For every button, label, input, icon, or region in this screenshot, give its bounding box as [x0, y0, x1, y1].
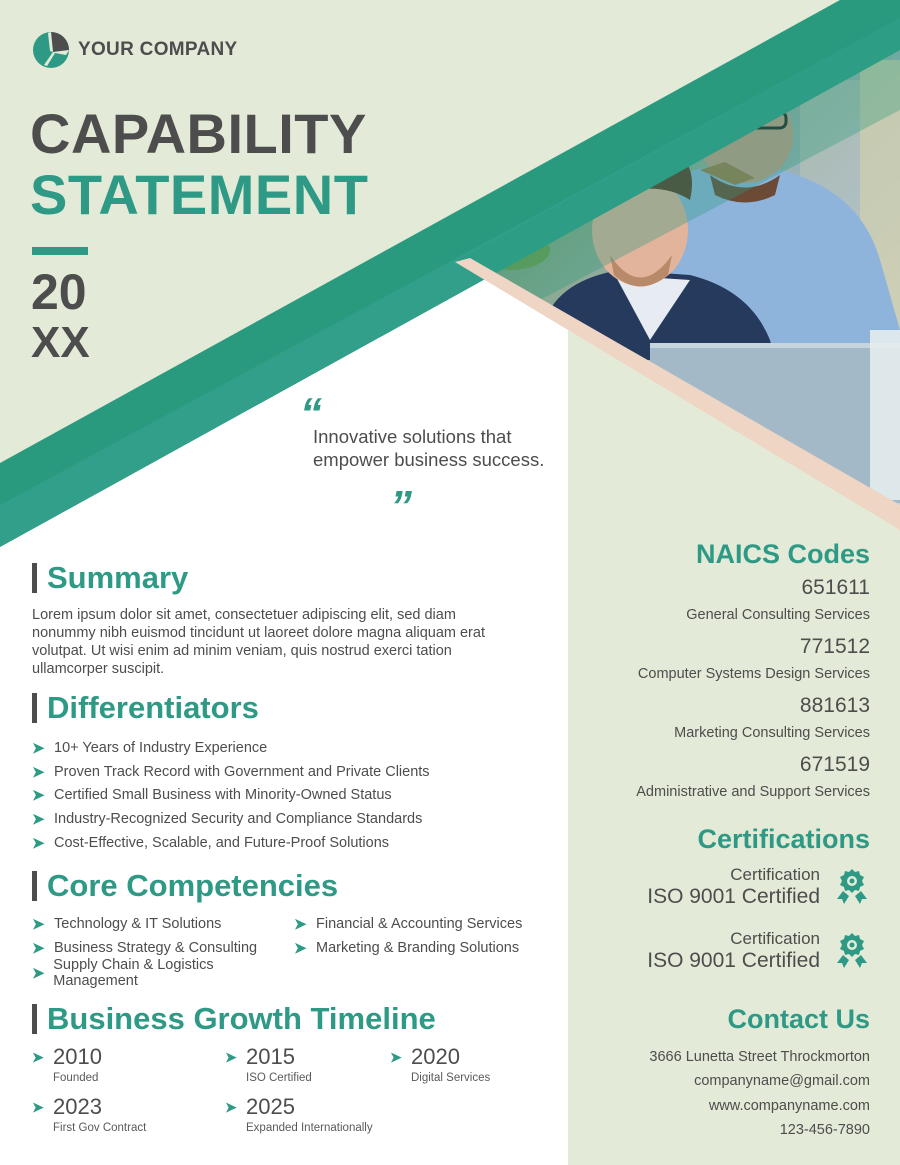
award-badge-icon	[834, 931, 870, 971]
timeline-heading-text: Business Growth Timeline	[47, 1001, 436, 1036]
list-item: ➤ Certified Small Business with Minority-Owned Status	[32, 787, 392, 805]
title-capability: CAPABILITY	[30, 102, 367, 165]
heading-bar	[32, 871, 37, 901]
title-statement: STATEMENT	[30, 163, 369, 226]
chevron-right-icon: ➤	[390, 1049, 402, 1065]
title-divider	[32, 247, 88, 255]
chevron-right-icon: ➤	[32, 811, 45, 829]
heading-bar	[32, 563, 37, 593]
chevron-right-icon: ➤	[294, 916, 307, 934]
contact-website[interactable]: www.companyname.com	[708, 1097, 870, 1114]
chevron-right-icon: ➤	[32, 1099, 44, 1115]
list-item: ➤ Financial & Accounting Services	[294, 916, 523, 934]
naics-code: 651611	[801, 576, 870, 599]
differentiators-heading	[32, 690, 259, 726]
core-competencies-heading	[32, 868, 338, 904]
chevron-right-icon: ➤	[32, 739, 45, 757]
heading-bar	[32, 1004, 37, 1034]
chevron-right-icon: ➤	[294, 940, 307, 958]
timeline-item: ➤ 2020 Digital Services	[390, 1044, 491, 1084]
certification-item: Certification ISO 9001 Certified	[647, 865, 870, 909]
naics-section	[636, 538, 870, 806]
chevron-right-icon: ➤	[225, 1099, 237, 1115]
naics-desc: General Consulting Services	[686, 607, 870, 623]
differentiators-list	[32, 736, 430, 855]
timeline-item: ➤ 2025 Expanded Internationally	[225, 1094, 373, 1134]
summary-body: Lorem ipsum dolor sit amet, consectetuer adipiscing elit, sed diam nonummy nibh euismod tincidunt ut laoreet dolore magna aliquam erat volutpat. Ut wisi enim ad minim veniam, quis nostrud exerci tation ullamcorper suscipit.	[32, 607, 485, 677]
summary-heading	[32, 560, 188, 596]
list-item: ➤ Supply Chain & Logistics Management	[32, 956, 214, 989]
list-item: ➤ 10+ Years of Industry Experience	[32, 739, 268, 757]
naics-desc: Computer Systems Design Services	[637, 666, 870, 682]
timeline-item: ➤ 2010 Founded	[32, 1044, 102, 1084]
certification-item: Certification ISO 9001 Certified	[647, 929, 870, 973]
chevron-right-icon: ➤	[225, 1049, 237, 1065]
award-badge-icon	[834, 867, 870, 907]
contact-email[interactable]: companyname@gmail.com	[694, 1073, 870, 1090]
core-competencies-heading-text: Core Competencies	[47, 868, 339, 903]
list-item: ➤ Business Strategy & Consulting	[32, 940, 258, 958]
timeline-item: ➤ 2023 First Gov Contract	[32, 1094, 147, 1134]
core-competencies-list	[32, 912, 554, 989]
list-item: ➤ Technology & IT Solutions	[32, 916, 222, 934]
timeline-heading	[32, 1001, 436, 1037]
contact-phone[interactable]: 123-456-7890	[779, 1121, 870, 1138]
year-suffix: XX	[31, 318, 90, 367]
contact-section	[649, 1003, 870, 1142]
naics-desc: Administrative and Support Services	[636, 784, 870, 800]
heading-bar	[32, 693, 37, 723]
list-item: ➤ Cost-Effective, Scalable, and Future-Proof Solutions	[32, 835, 390, 853]
close-quote-icon: ”	[390, 482, 412, 531]
contact-address: 3666 Lunetta Street Throckmorton	[649, 1049, 870, 1065]
naics-desc: Marketing Consulting Services	[674, 725, 870, 741]
naics-heading: NAICS Codes	[695, 539, 870, 569]
certifications-section	[647, 823, 870, 973]
company-logo[interactable]	[32, 31, 237, 69]
chevron-right-icon: ➤	[32, 1049, 44, 1065]
list-item: ➤ Proven Track Record with Government and Private Clients	[32, 763, 430, 781]
open-quote-icon: “	[300, 389, 322, 438]
certifications-heading: Certifications	[697, 824, 870, 854]
year-prefix: 20	[31, 264, 87, 320]
differentiators-heading-text: Differentiators	[47, 690, 259, 725]
timeline-item: ➤ 2015 ISO Certified	[225, 1044, 312, 1084]
company-name: YOUR COMPANY	[78, 39, 238, 60]
contact-heading: Contact Us	[727, 1004, 870, 1034]
chevron-right-icon: ➤	[32, 940, 45, 958]
naics-code: 671519	[799, 753, 870, 776]
list-item: ➤ Industry-Recognized Security and Compliance Standards	[32, 811, 423, 829]
chevron-right-icon: ➤	[32, 916, 45, 934]
tagline-quote: Innovative solutions that empower business success.	[313, 426, 545, 470]
list-item: ➤ Marketing & Branding Solutions	[294, 940, 520, 958]
summary-heading-text: Summary	[47, 560, 189, 595]
chevron-right-icon: ➤	[32, 835, 45, 853]
chevron-right-icon: ➤	[32, 787, 45, 805]
naics-code: 771512	[799, 635, 870, 658]
company-logo-icon	[32, 31, 70, 69]
naics-code: 881613	[799, 694, 870, 717]
chevron-right-icon: ➤	[32, 763, 45, 781]
chevron-right-icon: ➤	[32, 964, 45, 982]
